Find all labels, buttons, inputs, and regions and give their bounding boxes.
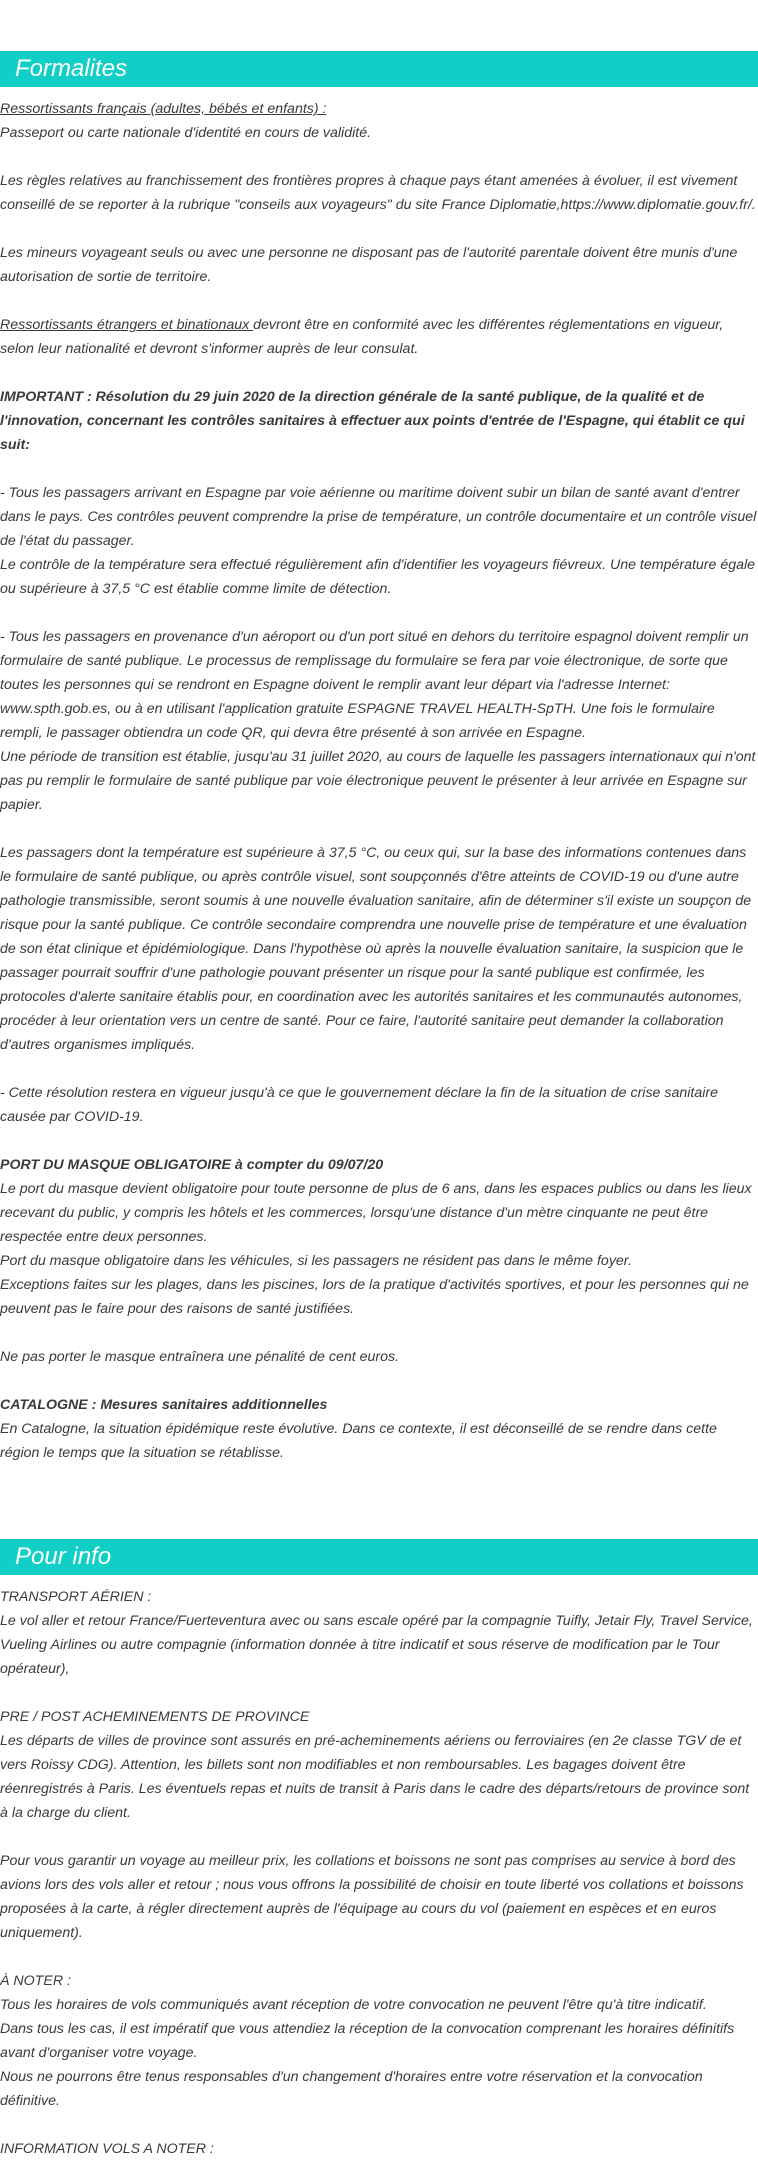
paragraph: Une période de transition est établie, jusqu'au 31 juillet 2020, au cours de laquelle les passagers internationaux qui n'ont pas pu remplir le formulaire de santé publique par voie électronique peuvent le présenter à leur arrivée en Espagne sur papier.: [0, 749, 756, 813]
subheading: TRANSPORT AÉRIEN :: [0, 1589, 152, 1605]
formalites-header: Formalites: [0, 51, 758, 87]
paragraph: Les départs de villes de province sont assurés en pré-acheminements aériens ou ferroviaires (en 2e classe TGV de et vers Roissy CDG). Attention, les billets sont non modifiables et non remboursables. Les bagages doivent être réenregistrés à Paris. Les éventuels repas et nuits de transit à Paris dans le cadre des départs/retours de province sont à la charge du client.: [0, 1733, 750, 1821]
paragraph: Le contrôle de la température sera effectué régulièrement afin d'identifier les voyageurs fiévreux. Une température égale ou supérieure à 37,5 °C est établie comme limite de détection.: [0, 557, 756, 597]
paragraph: En Catalogne, la situation épidémique reste évolutive. Dans ce contexte, il est déconseillé de se rendre dans cette région le temps que la situation se rétablisse.: [0, 1421, 717, 1461]
paragraph: Les règles relatives au franchissement des frontières propres à chaque pays étant amenées à évoluer, il est vivement conseillé de se reporter à la rubrique "conseils aux voyageurs" du site France Diplomatie,https://www.diplomatie.gouv.fr/.: [0, 173, 756, 213]
paragraph: Ne pas porter le masque entraînera une pénalité de cent euros.: [0, 1349, 400, 1365]
paragraph: Les passagers dont la température est supérieure à 37,5 °C, ou ceux qui, sur la base des informations contenues dans le formulaire de santé publique, ou après contrôle visuel, sont soupçonnés d'être atteints de COVID-19 ou d'une autre pathologie transmissible, seront soumis à une nouvelle évaluation sanitaire, afin de déterminer s'il existe un soupçon de risque pour la santé publique. Ce contrôle secondaire comprendra une nouvelle prise de température et une évaluation de son état clinique et épidémiologique. Dans l'hypothèse où après la nouvelle évaluation sanitaire, la suspicion que le passager pourrait souffrir d'une pathologie pouvant présenter un risque pour la santé publique est confirmée, les protocoles d'alerte sanitaire établis pour, en coordination avec les autorités sanitaires et les communautés autonomes, procéder à leur orientation vers un centre de santé. Pour ce faire, l'autorité sanitaire peut demander la collaboration d'autres organismes impliqués.: [0, 845, 752, 1053]
pour-info-body: [0, 1585, 758, 2161]
pour-info-section: [0, 1539, 758, 2161]
paragraph: Tous les horaires de vols communiqués avant réception de votre convocation ne peuvent l'être qu'à titre indicatif.: [0, 1997, 707, 2013]
foreign-nationals-label: Ressortissants étrangers et binationaux: [0, 317, 254, 333]
paragraph: - Tous les passagers arrivant en Espagne par voie aérienne ou maritime doivent subir un bilan de santé avant d'entrer dans le pays. Ces contrôles peuvent comprendre la prise de température, un contrôle documentaire et un contrôle visuel de l'état du passager.: [0, 485, 757, 549]
important-notice: IMPORTANT : Résolution du 29 juin 2020 de la direction générale de la santé publique, de la qualité et de l'innovation, concernant les contrôles sanitaires à effectuer aux points d'entrée de l'Espagne, qui établit ce qui suit:: [0, 389, 745, 453]
paragraph: [0, 97, 758, 121]
paragraph: Les mineurs voyageant seuls ou avec une personne ne disposant pas de l'autorité parentale doivent être munis d'une autorisation de sortie de territoire.: [0, 245, 738, 285]
paragraph: - Cette résolution restera en vigueur jusqu'à ce que le gouvernement déclare la fin de la situation de crise sanitaire causée par COVID-19.: [0, 1085, 719, 1125]
subheading: INFORMATION VOLS A NOTER :: [0, 2141, 214, 2157]
paragraph: Pour vous garantir un voyage au meilleur prix, les collations et boissons ne sont pas comprises au service à bord des avions lors des vols aller et retour ; nous vous offrons la possibilité de choisir en toute liberté vos collations et boissons proposées à la carte, à régler directement auprès de l'équipage au cours du vol (paiement en espèces et en euros uniquement).: [0, 1853, 744, 1941]
paragraph: Le vol aller et retour France/Fuerteventura avec ou sans escale opéré par la compagnie Tuifly, Jetair Fly, Travel Service, Vueling Airlines ou autre compagnie (information donnée à titre indicatif et sous réserve de modification par le Tour opérateur),: [0, 1613, 753, 1677]
french-nationals-label: Ressortissants français (adultes, bébés et enfants) :: [0, 101, 327, 117]
paragraph: Passeport ou carte nationale d'identité en cours de validité.: [0, 125, 372, 141]
paragraph: Exceptions faites sur les plages, dans les piscines, lors de la pratique d'activités sportives, et pour les personnes qui ne peuvent pas le faire pour des raisons de santé justifiées.: [0, 1277, 749, 1317]
paragraph: - Tous les passagers en provenance d'un aéroport ou d'un port situé en dehors du territoire espagnol doivent remplir un formulaire de santé publique. Le processus de remplissage du formulaire se fera par voie électronique, de sorte que toutes les personnes qui se rendront en Espagne doivent le remplir avant leur départ via l'adresse Internet: www.spth.gob.es, ou à en utilisant l'application gratuite ESPAGNE TRAVEL HEALTH-SpTH. Une fois le formulaire rempli, le passager obtiendra un code QR, qui devra être présenté à son arrivée en Espagne.: [0, 629, 749, 741]
paragraph: [0, 313, 758, 361]
paragraph-text: devront être en conformité avec les différentes réglementations en vigueur, selon leur nationalité et devront s'informer auprès de leur consulat.: [0, 317, 724, 357]
formalites-body: [0, 97, 758, 1465]
paragraph: Port du masque obligatoire dans les véhicules, si les passagers ne résident pas dans le même foyer.: [0, 1253, 632, 1269]
paragraph: Nous ne pourrons être tenus responsables d'un changement d'horaires entre votre réservation et la convocation définitive.: [0, 2069, 703, 2109]
pour-info-header: Pour info: [0, 1539, 758, 1575]
subheading: PRE / POST ACHEMINEMENTS DE PROVINCE: [0, 1709, 310, 1725]
formalites-section: [0, 51, 758, 1465]
paragraph: Le port du masque devient obligatoire pour toute personne de plus de 6 ans, dans les espaces publics ou dans les lieux recevant du public, y compris les hôtels et les commerces, lorsqu'une distance d'un mètre cinquante ne peut être respectée entre deux personnes.: [0, 1181, 752, 1245]
catalogne-heading: CATALOGNE : Mesures sanitaires additionnelles: [0, 1397, 328, 1413]
paragraph: Dans tous les cas, il est impératif que vous attendiez la réception de la convocation comprenant les horaires définitifs avant d'organiser votre voyage.: [0, 2021, 735, 2061]
subheading: À NOTER :: [0, 1973, 71, 1989]
mask-heading: PORT DU MASQUE OBLIGATOIRE à compter du 09/07/20: [0, 1157, 384, 1173]
